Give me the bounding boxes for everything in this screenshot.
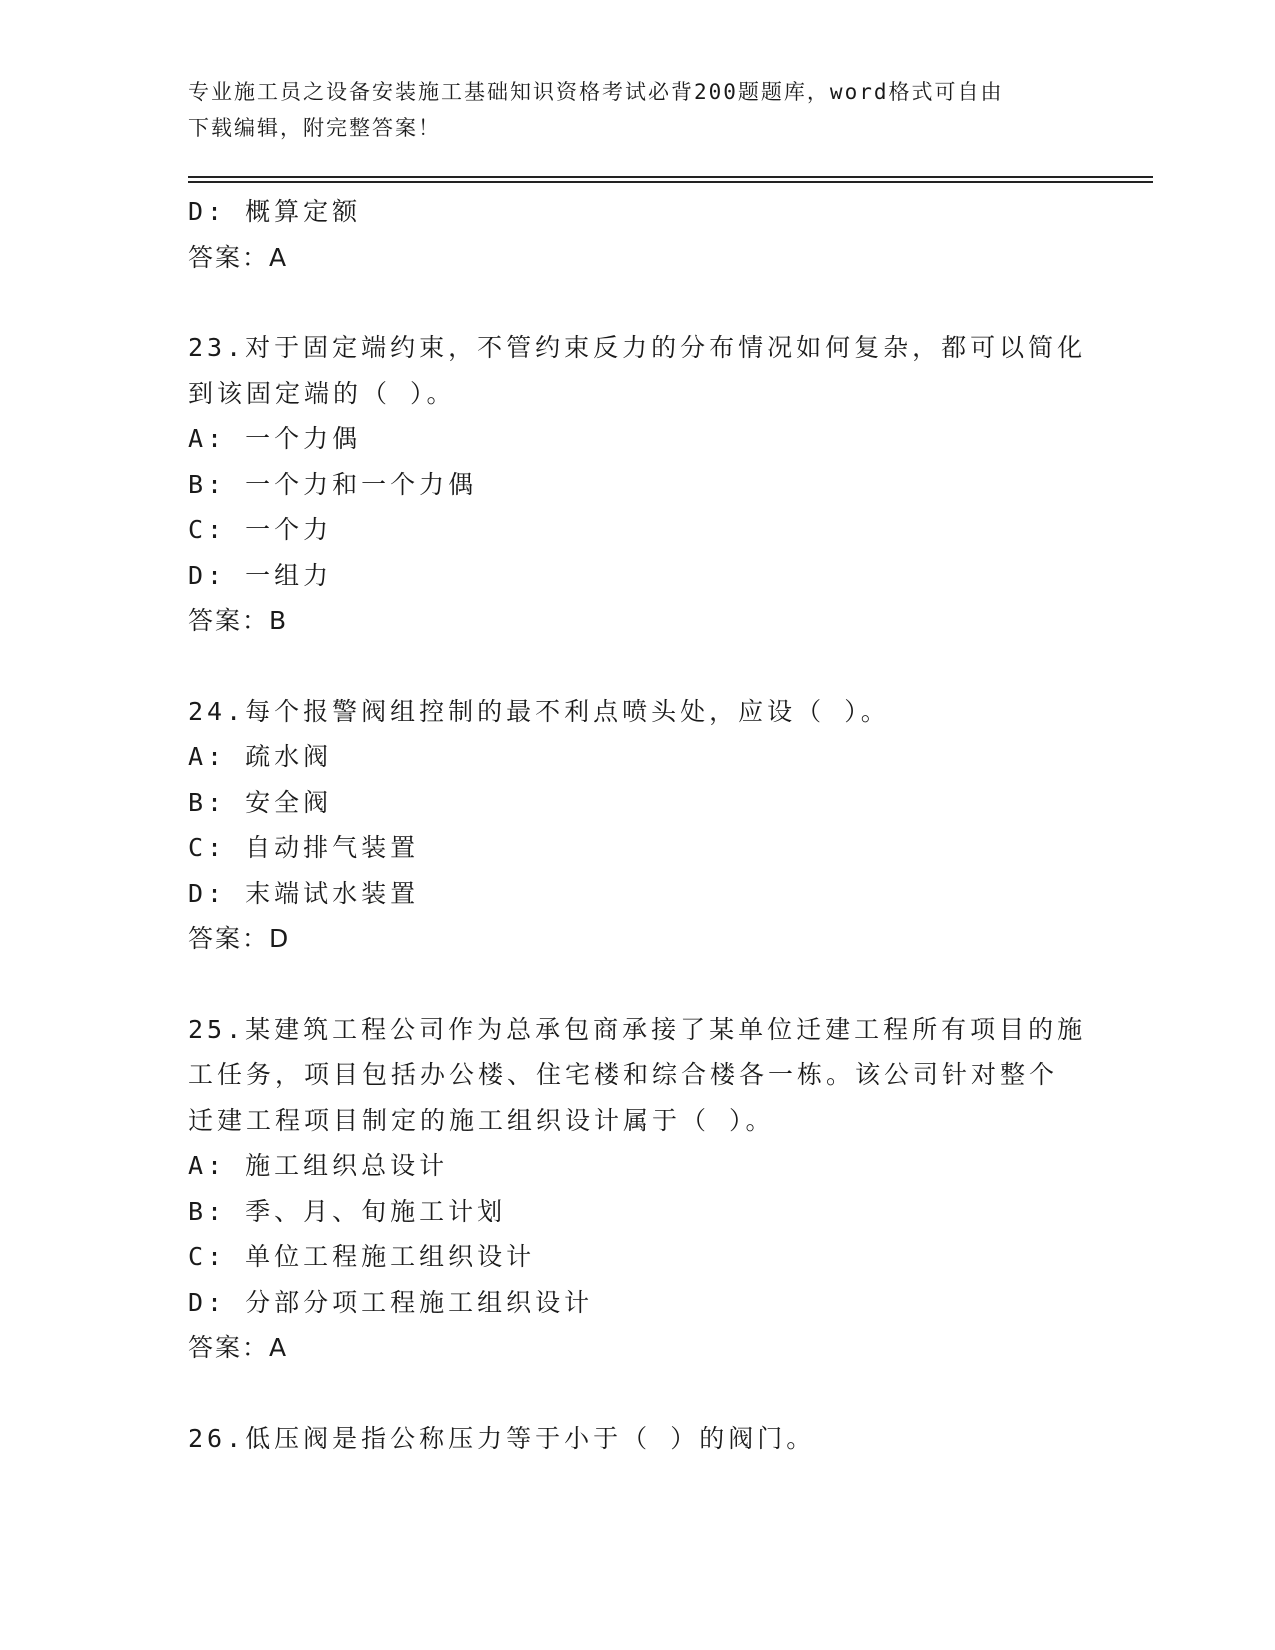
spacer	[188, 1371, 1088, 1416]
header-title-line-1: 专业施工员之设备安装施工基础知识资格考试必背200题题库，word格式可自由	[188, 80, 1004, 104]
question-stem: 到该固定端的（ ）。	[188, 378, 456, 408]
question-23	[188, 325, 1088, 644]
question-stem: 23.对于固定端约束，不管约束反力的分布情况如何复杂，都可以简化	[188, 333, 1087, 362]
spacer	[188, 962, 1088, 1007]
answer-label: 答案：B	[188, 606, 289, 635]
answer-label: 答案：A	[188, 242, 289, 272]
option-d: D: 一组力	[188, 560, 333, 590]
document-header	[188, 74, 1088, 146]
option-c: C: 一个力	[188, 515, 333, 544]
option-a: A: 一个力偶	[188, 424, 362, 453]
option-b: B: 安全阀	[188, 787, 333, 817]
option-a: A: 疏水阀	[188, 742, 333, 771]
question-stem: 迁建工程项目制定的施工组织设计属于（ ）。	[188, 1105, 775, 1135]
question-stem: 26.低压阀是指公称压力等于小于（ ）的阀门。	[188, 1423, 816, 1453]
question-26	[188, 1416, 1088, 1462]
header-divider-bottom	[188, 181, 1153, 183]
spacer	[188, 280, 1088, 325]
option-b: B: 季、月、旬施工计划	[188, 1196, 507, 1226]
spacer	[188, 644, 1088, 689]
option-c: C: 自动排气装置	[188, 833, 420, 862]
question-stem: 工任务，项目包括办公楼、住宅楼和综合楼各一栋。该公司针对整个	[188, 1060, 1059, 1089]
question-22-tail	[188, 189, 1088, 280]
question-24	[188, 689, 1088, 962]
answer-label: 答案：D	[188, 924, 291, 953]
header-divider-top	[188, 176, 1153, 178]
question-list	[188, 189, 1088, 1461]
option-d: D: 分部分项工程施工组织设计	[188, 1287, 594, 1317]
option-b: B: 一个力和一个力偶	[188, 469, 478, 499]
question-stem: 24.每个报警阀组控制的最不利点喷头处，应设（ ）。	[188, 696, 890, 726]
question-stem: 25.某建筑工程公司作为总承包商承接了某单位迁建工程所有项目的施	[188, 1014, 1087, 1044]
header-title-line-2: 下载编辑，附完整答案！	[188, 116, 441, 140]
option-d: D: 概算定额	[188, 197, 362, 226]
option-d: D: 末端试水装置	[188, 878, 420, 908]
option-a: A: 施工组织总设计	[188, 1151, 449, 1180]
answer-label: 答案：A	[188, 1333, 289, 1362]
question-25	[188, 1007, 1088, 1371]
option-c: C: 单位工程施工组织设计	[188, 1242, 536, 1271]
